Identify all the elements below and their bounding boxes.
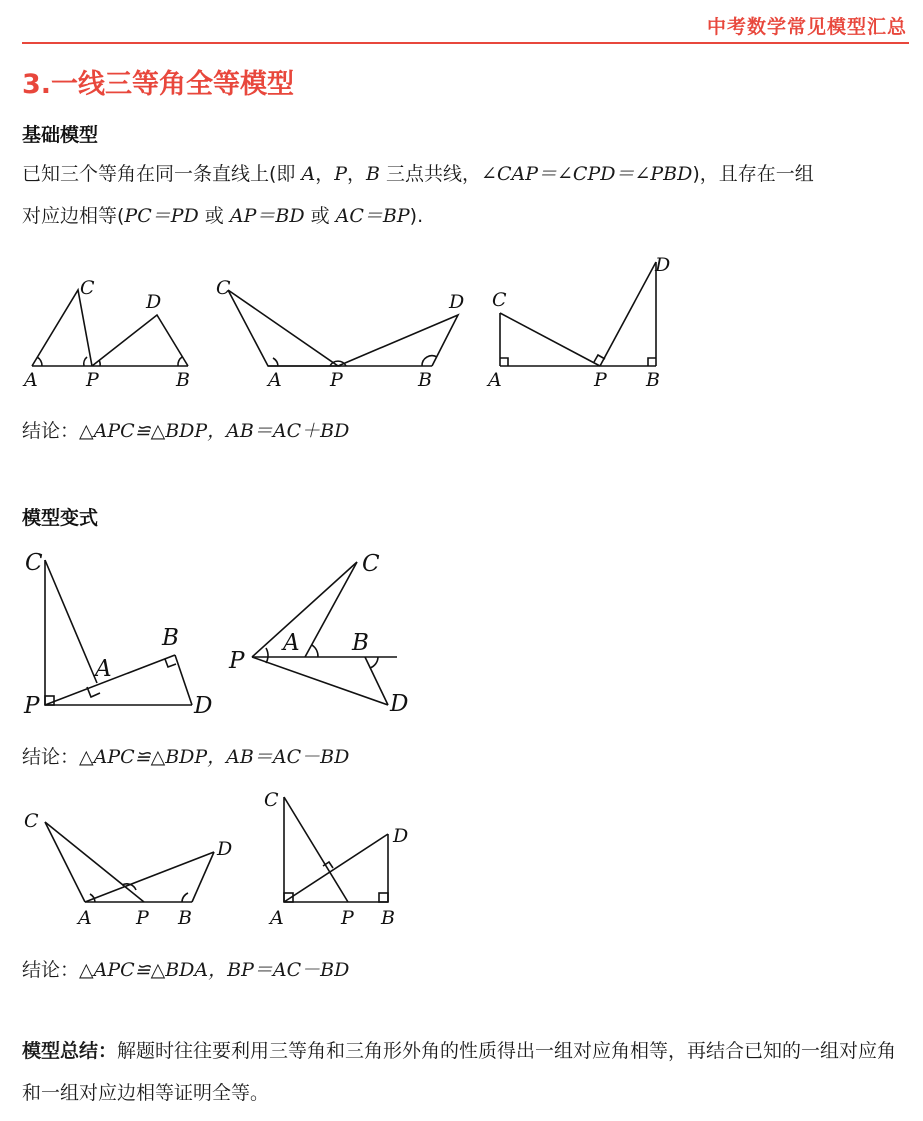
label-D: D: [393, 825, 409, 847]
label-A: A: [268, 369, 282, 391]
label-A: A: [488, 369, 502, 391]
basic-figure-2: [228, 290, 458, 366]
label-A: A: [283, 630, 300, 656]
equal-angles: ∠CAP＝∠CPD＝∠PBD: [481, 163, 693, 185]
label-A: A: [270, 907, 284, 929]
model-summary: [22, 1030, 907, 1114]
label-D: D: [146, 291, 162, 313]
basic-conclusion: 结论：△APC≌△BDP，AB＝AC＋BD: [22, 420, 350, 442]
label-B: B: [418, 369, 432, 391]
label-B: B: [162, 625, 179, 651]
label-B: B: [646, 369, 660, 391]
label-P: P: [330, 369, 343, 391]
variant-figure-4: [284, 797, 388, 902]
label-C: C: [25, 550, 43, 576]
variant-figure-3: [45, 822, 214, 902]
header-title: 中考数学常见模型汇总: [706, 16, 907, 38]
basic-figure-3: [500, 262, 656, 366]
label-D: D: [390, 691, 409, 717]
label-D: D: [655, 254, 671, 276]
basic-figure-1: [32, 290, 188, 366]
label-B: B: [176, 369, 190, 391]
label-P: P: [24, 693, 40, 719]
label-A: A: [95, 656, 112, 682]
basic-description: 已知三个等角在同一条直线上(即 A，P，B 三点共线，∠CAP＝∠CPD＝∠PBD)，且存在一组 对应边相等(PC＝PD 或 AP＝BD 或 AC＝BP).: [22, 163, 814, 227]
label-B: B: [352, 630, 369, 656]
summary-label: 模型总结：: [22, 1040, 118, 1062]
summary-text: 解题时往往要利用三等角和三角形外角的性质得出一组对应角相等，再结合已知的一组对应角和一组对应边相等证明全等。: [22, 1040, 897, 1104]
label-B: B: [381, 907, 395, 929]
label-B: B: [178, 907, 192, 929]
label-C: C: [216, 277, 231, 299]
label-D: D: [449, 291, 465, 313]
label-P: P: [594, 369, 607, 391]
label-D: D: [194, 693, 213, 719]
variant-conclusion-2: 结论：△APC≌△BDA，BP＝AC－BD: [22, 959, 350, 981]
variant-model-heading: 模型变式: [22, 507, 99, 529]
label-C: C: [24, 810, 39, 832]
label-P: P: [229, 648, 245, 674]
label-D: D: [217, 838, 233, 860]
label-P: P: [86, 369, 99, 391]
variant-figure-2: [252, 562, 397, 705]
section-title: 3.一线三等角全等模型: [22, 69, 295, 100]
label-C: C: [264, 789, 279, 811]
label-P: P: [341, 907, 354, 929]
label-C: C: [362, 551, 380, 577]
label-A: A: [24, 369, 38, 391]
basic-model-heading: 基础模型: [22, 124, 99, 146]
label-C: C: [492, 289, 507, 311]
label-C: C: [80, 277, 95, 299]
label-P: P: [136, 907, 149, 929]
variant-conclusion-1: 结论：△APC≌△BDP，AB＝AC－BD: [22, 746, 350, 768]
label-A: A: [78, 907, 92, 929]
